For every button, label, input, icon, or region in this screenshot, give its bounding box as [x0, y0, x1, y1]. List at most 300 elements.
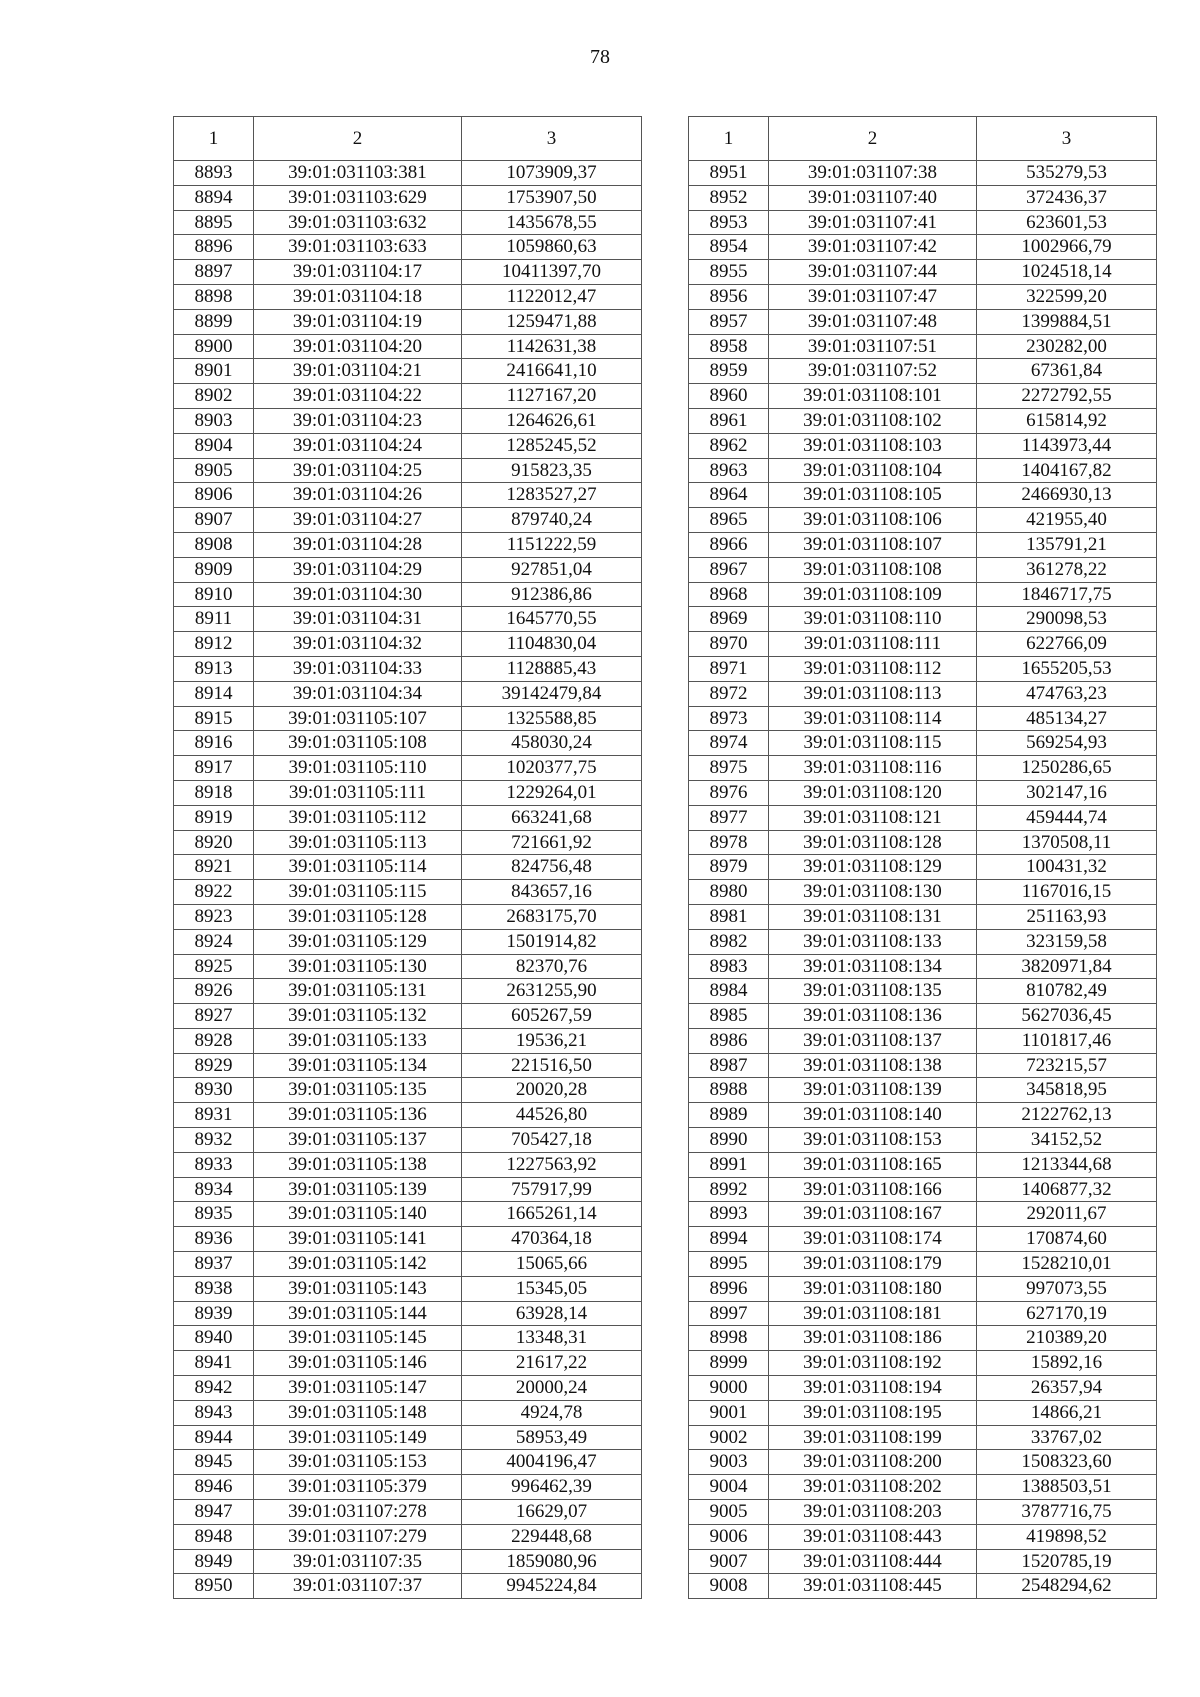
row-number-cell: 8893 — [174, 161, 254, 186]
row-number-cell: 8972 — [689, 681, 769, 706]
row-number-cell: 8913 — [174, 656, 254, 681]
table-row — [174, 458, 642, 483]
cadastral-number-cell: 39:01:031104:24 — [254, 433, 462, 458]
table-row — [174, 582, 642, 607]
row-number-cell: 8976 — [689, 780, 769, 805]
value-cell: 623601,53 — [977, 210, 1157, 235]
value-cell: 1370508,11 — [977, 830, 1157, 855]
value-cell: 21617,22 — [462, 1351, 642, 1376]
row-number-cell: 8990 — [689, 1128, 769, 1153]
column-header-1: 1 — [174, 117, 254, 161]
cadastral-number-cell: 39:01:031108:139 — [769, 1078, 977, 1103]
row-number-cell: 9003 — [689, 1450, 769, 1475]
value-cell: 15065,66 — [462, 1252, 642, 1277]
row-number-cell: 8929 — [174, 1053, 254, 1078]
value-cell: 170874,60 — [977, 1227, 1157, 1252]
cadastral-number-cell: 39:01:031104:22 — [254, 384, 462, 409]
row-number-cell: 9000 — [689, 1376, 769, 1401]
row-number-cell: 8926 — [174, 979, 254, 1004]
table-row — [174, 334, 642, 359]
value-cell: 1501914,82 — [462, 929, 642, 954]
value-cell: 2466930,13 — [977, 483, 1157, 508]
value-cell: 302147,16 — [977, 780, 1157, 805]
row-number-cell: 9004 — [689, 1475, 769, 1500]
table-row — [689, 1376, 1157, 1401]
table-row — [689, 1326, 1157, 1351]
table-row — [689, 1004, 1157, 1029]
value-cell: 474763,23 — [977, 681, 1157, 706]
table-row — [689, 458, 1157, 483]
cadastral-number-cell: 39:01:031105:144 — [254, 1301, 462, 1326]
cadastral-number-cell: 39:01:031104:23 — [254, 408, 462, 433]
table-row — [174, 1351, 642, 1376]
table-row — [689, 1549, 1157, 1574]
cadastral-number-cell: 39:01:031104:34 — [254, 681, 462, 706]
cadastral-number-cell: 39:01:031108:186 — [769, 1326, 977, 1351]
row-number-cell: 8898 — [174, 284, 254, 309]
value-cell: 1250286,65 — [977, 756, 1157, 781]
row-number-cell: 9007 — [689, 1549, 769, 1574]
table-row — [174, 1500, 642, 1525]
cadastral-number-cell: 39:01:031108:445 — [769, 1574, 977, 1599]
value-cell: 39142479,84 — [462, 681, 642, 706]
row-number-cell: 9005 — [689, 1500, 769, 1525]
value-cell: 1665261,14 — [462, 1202, 642, 1227]
row-number-cell: 8997 — [689, 1301, 769, 1326]
table-row — [689, 607, 1157, 632]
row-number-cell: 8962 — [689, 433, 769, 458]
value-cell: 20020,28 — [462, 1078, 642, 1103]
cadastral-number-cell: 39:01:031105:149 — [254, 1425, 462, 1450]
row-number-cell: 8987 — [689, 1053, 769, 1078]
row-number-cell: 8991 — [689, 1152, 769, 1177]
cadastral-number-cell: 39:01:031108:199 — [769, 1425, 977, 1450]
row-number-cell: 8999 — [689, 1351, 769, 1376]
row-number-cell: 8903 — [174, 408, 254, 433]
row-number-cell: 8978 — [689, 830, 769, 855]
table-row — [689, 1103, 1157, 1128]
table-row — [174, 780, 642, 805]
row-number-cell: 8906 — [174, 483, 254, 508]
table-row — [174, 557, 642, 582]
cadastral-number-cell: 39:01:031105:113 — [254, 830, 462, 855]
table-row — [689, 1202, 1157, 1227]
table-row — [689, 830, 1157, 855]
value-cell: 1399884,51 — [977, 309, 1157, 334]
table-row — [174, 1524, 642, 1549]
cadastral-number-cell: 39:01:031108:112 — [769, 656, 977, 681]
cadastral-number-cell: 39:01:031108:194 — [769, 1376, 977, 1401]
row-number-cell: 8973 — [689, 706, 769, 731]
value-cell: 705427,18 — [462, 1128, 642, 1153]
table-row — [174, 1202, 642, 1227]
cadastral-number-cell: 39:01:031108:202 — [769, 1475, 977, 1500]
cadastral-number-cell: 39:01:031105:139 — [254, 1177, 462, 1202]
row-number-cell: 8904 — [174, 433, 254, 458]
row-number-cell: 8964 — [689, 483, 769, 508]
value-cell: 1143973,44 — [977, 433, 1157, 458]
cadastral-number-cell: 39:01:031108:138 — [769, 1053, 977, 1078]
row-number-cell: 8974 — [689, 731, 769, 756]
value-cell: 1846717,75 — [977, 582, 1157, 607]
value-cell: 1325588,85 — [462, 706, 642, 731]
row-number-cell: 8944 — [174, 1425, 254, 1450]
cadastral-number-cell: 39:01:031103:381 — [254, 161, 462, 186]
value-cell: 1059860,63 — [462, 235, 642, 260]
value-cell: 1259471,88 — [462, 309, 642, 334]
value-cell: 927851,04 — [462, 557, 642, 582]
table-row — [174, 185, 642, 210]
cadastral-number-cell: 39:01:031105:136 — [254, 1103, 462, 1128]
table-row — [689, 1128, 1157, 1153]
value-cell: 663241,68 — [462, 805, 642, 830]
cadastral-number-cell: 39:01:031105:108 — [254, 731, 462, 756]
value-cell: 100431,32 — [977, 855, 1157, 880]
row-number-cell: 8951 — [689, 161, 769, 186]
table-row — [689, 260, 1157, 285]
table-row — [689, 408, 1157, 433]
row-number-cell: 8936 — [174, 1227, 254, 1252]
table-row — [174, 880, 642, 905]
value-cell: 1285245,52 — [462, 433, 642, 458]
value-cell: 5627036,45 — [977, 1004, 1157, 1029]
table-row — [174, 1227, 642, 1252]
table-row — [174, 508, 642, 533]
value-cell: 26357,94 — [977, 1376, 1157, 1401]
value-cell: 421955,40 — [977, 508, 1157, 533]
table-row — [689, 1053, 1157, 1078]
cadastral-number-cell: 39:01:031103:629 — [254, 185, 462, 210]
cadastral-number-cell: 39:01:031108:135 — [769, 979, 977, 1004]
cadastral-number-cell: 39:01:031108:166 — [769, 1177, 977, 1202]
cadastral-number-cell: 39:01:031104:20 — [254, 334, 462, 359]
row-number-cell: 8912 — [174, 632, 254, 657]
cadastral-number-cell: 39:01:031107:37 — [254, 1574, 462, 1599]
value-cell: 33767,02 — [977, 1425, 1157, 1450]
table-row — [174, 830, 642, 855]
row-number-cell: 8961 — [689, 408, 769, 433]
row-number-cell: 8967 — [689, 557, 769, 582]
cadastral-number-cell: 39:01:031107:47 — [769, 284, 977, 309]
row-number-cell: 8899 — [174, 309, 254, 334]
table-row — [689, 284, 1157, 309]
table-row — [689, 235, 1157, 260]
cadastral-number-cell: 39:01:031108:181 — [769, 1301, 977, 1326]
table-row — [174, 706, 642, 731]
value-cell: 1167016,15 — [977, 880, 1157, 905]
row-number-cell: 8984 — [689, 979, 769, 1004]
cadastral-number-cell: 39:01:031108:106 — [769, 508, 977, 533]
table-row — [174, 954, 642, 979]
table-row — [689, 756, 1157, 781]
table-row — [689, 1301, 1157, 1326]
value-cell: 1127167,20 — [462, 384, 642, 409]
cadastral-number-cell: 39:01:031104:21 — [254, 359, 462, 384]
value-cell: 879740,24 — [462, 508, 642, 533]
value-cell: 535279,53 — [977, 161, 1157, 186]
cadastral-number-cell: 39:01:031105:115 — [254, 880, 462, 905]
value-cell: 1528210,01 — [977, 1252, 1157, 1277]
table-row — [689, 1524, 1157, 1549]
cadastral-number-cell: 39:01:031105:128 — [254, 904, 462, 929]
table-row — [174, 756, 642, 781]
table-row — [689, 880, 1157, 905]
table-row — [174, 284, 642, 309]
value-cell: 1227563,92 — [462, 1152, 642, 1177]
row-number-cell: 8916 — [174, 731, 254, 756]
value-cell: 912386,86 — [462, 582, 642, 607]
row-number-cell: 8915 — [174, 706, 254, 731]
value-cell: 20000,24 — [462, 1376, 642, 1401]
row-number-cell: 9006 — [689, 1524, 769, 1549]
row-number-cell: 9002 — [689, 1425, 769, 1450]
row-number-cell: 8931 — [174, 1103, 254, 1128]
row-number-cell: 8941 — [174, 1351, 254, 1376]
row-number-cell: 8928 — [174, 1028, 254, 1053]
row-number-cell: 8948 — [174, 1524, 254, 1549]
table-row — [689, 1078, 1157, 1103]
table-row — [689, 384, 1157, 409]
row-number-cell: 8922 — [174, 880, 254, 905]
cadastral-number-cell: 39:01:031105:135 — [254, 1078, 462, 1103]
cadastral-number-cell: 39:01:031105:131 — [254, 979, 462, 1004]
table-row — [689, 656, 1157, 681]
value-cell: 810782,49 — [977, 979, 1157, 1004]
value-cell: 1142631,38 — [462, 334, 642, 359]
cadastral-number-cell: 39:01:031108:108 — [769, 557, 977, 582]
value-cell: 1024518,14 — [977, 260, 1157, 285]
cadastral-number-cell: 39:01:031108:167 — [769, 1202, 977, 1227]
row-number-cell: 8914 — [174, 681, 254, 706]
row-number-cell: 8921 — [174, 855, 254, 880]
table-row — [174, 359, 642, 384]
table-row — [174, 1078, 642, 1103]
cadastral-table-right — [688, 116, 1157, 1599]
table-row — [174, 607, 642, 632]
cadastral-number-cell: 39:01:031108:107 — [769, 532, 977, 557]
cadastral-number-cell: 39:01:031107:52 — [769, 359, 977, 384]
cadastral-number-cell: 39:01:031104:31 — [254, 607, 462, 632]
table-row — [174, 260, 642, 285]
row-number-cell: 8917 — [174, 756, 254, 781]
row-number-cell: 8918 — [174, 780, 254, 805]
table-row — [689, 1425, 1157, 1450]
cadastral-number-cell: 39:01:031108:128 — [769, 830, 977, 855]
table-header — [689, 117, 1157, 161]
row-number-cell: 8908 — [174, 532, 254, 557]
cadastral-number-cell: 39:01:031103:633 — [254, 235, 462, 260]
value-cell: 251163,93 — [977, 904, 1157, 929]
value-cell: 1859080,96 — [462, 1549, 642, 1574]
table-row — [174, 235, 642, 260]
value-cell: 824756,48 — [462, 855, 642, 880]
row-number-cell: 8955 — [689, 260, 769, 285]
row-number-cell: 8980 — [689, 880, 769, 905]
table-row — [174, 929, 642, 954]
cadastral-number-cell: 39:01:031105:153 — [254, 1450, 462, 1475]
value-cell: 135791,21 — [977, 532, 1157, 557]
cadastral-number-cell: 39:01:031108:129 — [769, 855, 977, 880]
row-number-cell: 8970 — [689, 632, 769, 657]
table-row — [174, 1400, 642, 1425]
table-row — [689, 904, 1157, 929]
table-row — [689, 433, 1157, 458]
cadastral-number-cell: 39:01:031105:146 — [254, 1351, 462, 1376]
cadastral-number-cell: 39:01:031104:32 — [254, 632, 462, 657]
table-row — [174, 1252, 642, 1277]
cadastral-number-cell: 39:01:031108:104 — [769, 458, 977, 483]
value-cell: 1645770,55 — [462, 607, 642, 632]
row-number-cell: 8966 — [689, 532, 769, 557]
cadastral-number-cell: 39:01:031108:109 — [769, 582, 977, 607]
value-cell: 615814,92 — [977, 408, 1157, 433]
table-row — [174, 309, 642, 334]
table-row — [689, 780, 1157, 805]
cadastral-number-cell: 39:01:031108:140 — [769, 1103, 977, 1128]
table-row — [689, 483, 1157, 508]
table-row — [689, 1475, 1157, 1500]
value-cell: 372436,37 — [977, 185, 1157, 210]
cadastral-number-cell: 39:01:031108:444 — [769, 1549, 977, 1574]
value-cell: 15345,05 — [462, 1276, 642, 1301]
row-number-cell: 8940 — [174, 1326, 254, 1351]
table-row — [174, 805, 642, 830]
row-number-cell: 8937 — [174, 1252, 254, 1277]
row-number-cell: 8927 — [174, 1004, 254, 1029]
cadastral-number-cell: 39:01:031108:137 — [769, 1028, 977, 1053]
table-row — [689, 582, 1157, 607]
table-row — [174, 384, 642, 409]
cadastral-number-cell: 39:01:031108:102 — [769, 408, 977, 433]
cadastral-number-cell: 39:01:031107:38 — [769, 161, 977, 186]
table-row — [174, 1276, 642, 1301]
table-row — [174, 210, 642, 235]
table-row — [174, 1004, 642, 1029]
cadastral-number-cell: 39:01:031107:40 — [769, 185, 977, 210]
table-row — [689, 1500, 1157, 1525]
table-row — [174, 681, 642, 706]
cadastral-number-cell: 39:01:031107:48 — [769, 309, 977, 334]
cadastral-number-cell: 39:01:031108:101 — [769, 384, 977, 409]
value-cell: 1104830,04 — [462, 632, 642, 657]
column-header-3: 3 — [462, 117, 642, 161]
page-number: 78 — [590, 46, 610, 68]
cadastral-number-cell: 39:01:031108:120 — [769, 780, 977, 805]
value-cell: 34152,52 — [977, 1128, 1157, 1153]
cadastral-number-cell: 39:01:031107:51 — [769, 334, 977, 359]
table-row — [174, 1053, 642, 1078]
row-number-cell: 8953 — [689, 210, 769, 235]
value-cell: 2683175,70 — [462, 904, 642, 929]
value-cell: 721661,92 — [462, 830, 642, 855]
row-number-cell: 8996 — [689, 1276, 769, 1301]
row-number-cell: 8952 — [689, 185, 769, 210]
cadastral-number-cell: 39:01:031108:131 — [769, 904, 977, 929]
column-header-3: 3 — [977, 117, 1157, 161]
table-row — [174, 532, 642, 557]
cadastral-number-cell: 39:01:031107:42 — [769, 235, 977, 260]
cadastral-number-cell: 39:01:031108:115 — [769, 731, 977, 756]
cadastral-number-cell: 39:01:031105:145 — [254, 1326, 462, 1351]
value-cell: 569254,93 — [977, 731, 1157, 756]
value-cell: 1655205,53 — [977, 656, 1157, 681]
value-cell: 58953,49 — [462, 1425, 642, 1450]
cadastral-number-cell: 39:01:031105:129 — [254, 929, 462, 954]
value-cell: 13348,31 — [462, 1326, 642, 1351]
value-cell: 459444,74 — [977, 805, 1157, 830]
cadastral-number-cell: 39:01:031105:147 — [254, 1376, 462, 1401]
table-row — [689, 210, 1157, 235]
table-row — [174, 1425, 642, 1450]
cadastral-number-cell: 39:01:031108:192 — [769, 1351, 977, 1376]
row-number-cell: 8932 — [174, 1128, 254, 1153]
cadastral-number-cell: 39:01:031105:133 — [254, 1028, 462, 1053]
value-cell: 4004196,47 — [462, 1450, 642, 1475]
cadastral-number-cell: 39:01:031107:41 — [769, 210, 977, 235]
cadastral-number-cell: 39:01:031105:138 — [254, 1152, 462, 1177]
row-number-cell: 8981 — [689, 904, 769, 929]
value-cell: 2122762,13 — [977, 1103, 1157, 1128]
row-number-cell: 8930 — [174, 1078, 254, 1103]
value-cell: 485134,27 — [977, 706, 1157, 731]
cadastral-number-cell: 39:01:031108:116 — [769, 756, 977, 781]
cadastral-number-cell: 39:01:031108:114 — [769, 706, 977, 731]
value-cell: 9945224,84 — [462, 1574, 642, 1599]
row-number-cell: 8995 — [689, 1252, 769, 1277]
cadastral-number-cell: 39:01:031105:111 — [254, 780, 462, 805]
table-row — [689, 805, 1157, 830]
table-row — [689, 1252, 1157, 1277]
table-row — [174, 483, 642, 508]
cadastral-number-cell: 39:01:031105:137 — [254, 1128, 462, 1153]
row-number-cell: 8998 — [689, 1326, 769, 1351]
cadastral-number-cell: 39:01:031105:112 — [254, 805, 462, 830]
table-row — [689, 731, 1157, 756]
value-cell: 997073,55 — [977, 1276, 1157, 1301]
row-number-cell: 8946 — [174, 1475, 254, 1500]
column-header-2: 2 — [769, 117, 977, 161]
cadastral-number-cell: 39:01:031105:132 — [254, 1004, 462, 1029]
cadastral-number-cell: 39:01:031104:17 — [254, 260, 462, 285]
row-number-cell: 8935 — [174, 1202, 254, 1227]
table-row — [174, 1152, 642, 1177]
table-row — [689, 954, 1157, 979]
value-cell: 82370,76 — [462, 954, 642, 979]
table-row — [689, 979, 1157, 1004]
table-row — [689, 1574, 1157, 1599]
cadastral-number-cell: 39:01:031108:203 — [769, 1500, 977, 1525]
row-number-cell: 8896 — [174, 235, 254, 260]
cadastral-number-cell: 39:01:031105:140 — [254, 1202, 462, 1227]
value-cell: 1020377,75 — [462, 756, 642, 781]
cadastral-number-cell: 39:01:031105:134 — [254, 1053, 462, 1078]
table-row — [689, 1028, 1157, 1053]
cadastral-number-cell: 39:01:031104:30 — [254, 582, 462, 607]
table-row — [174, 1301, 642, 1326]
cadastral-number-cell: 39:01:031108:136 — [769, 1004, 977, 1029]
cadastral-number-cell: 39:01:031104:33 — [254, 656, 462, 681]
row-number-cell: 8949 — [174, 1549, 254, 1574]
table-row — [174, 408, 642, 433]
value-cell: 345818,95 — [977, 1078, 1157, 1103]
table-row — [689, 632, 1157, 657]
cadastral-number-cell: 39:01:031108:134 — [769, 954, 977, 979]
value-cell: 1101817,46 — [977, 1028, 1157, 1053]
row-number-cell: 8988 — [689, 1078, 769, 1103]
row-number-cell: 8907 — [174, 508, 254, 533]
table-row — [174, 161, 642, 186]
cadastral-number-cell: 39:01:031105:130 — [254, 954, 462, 979]
